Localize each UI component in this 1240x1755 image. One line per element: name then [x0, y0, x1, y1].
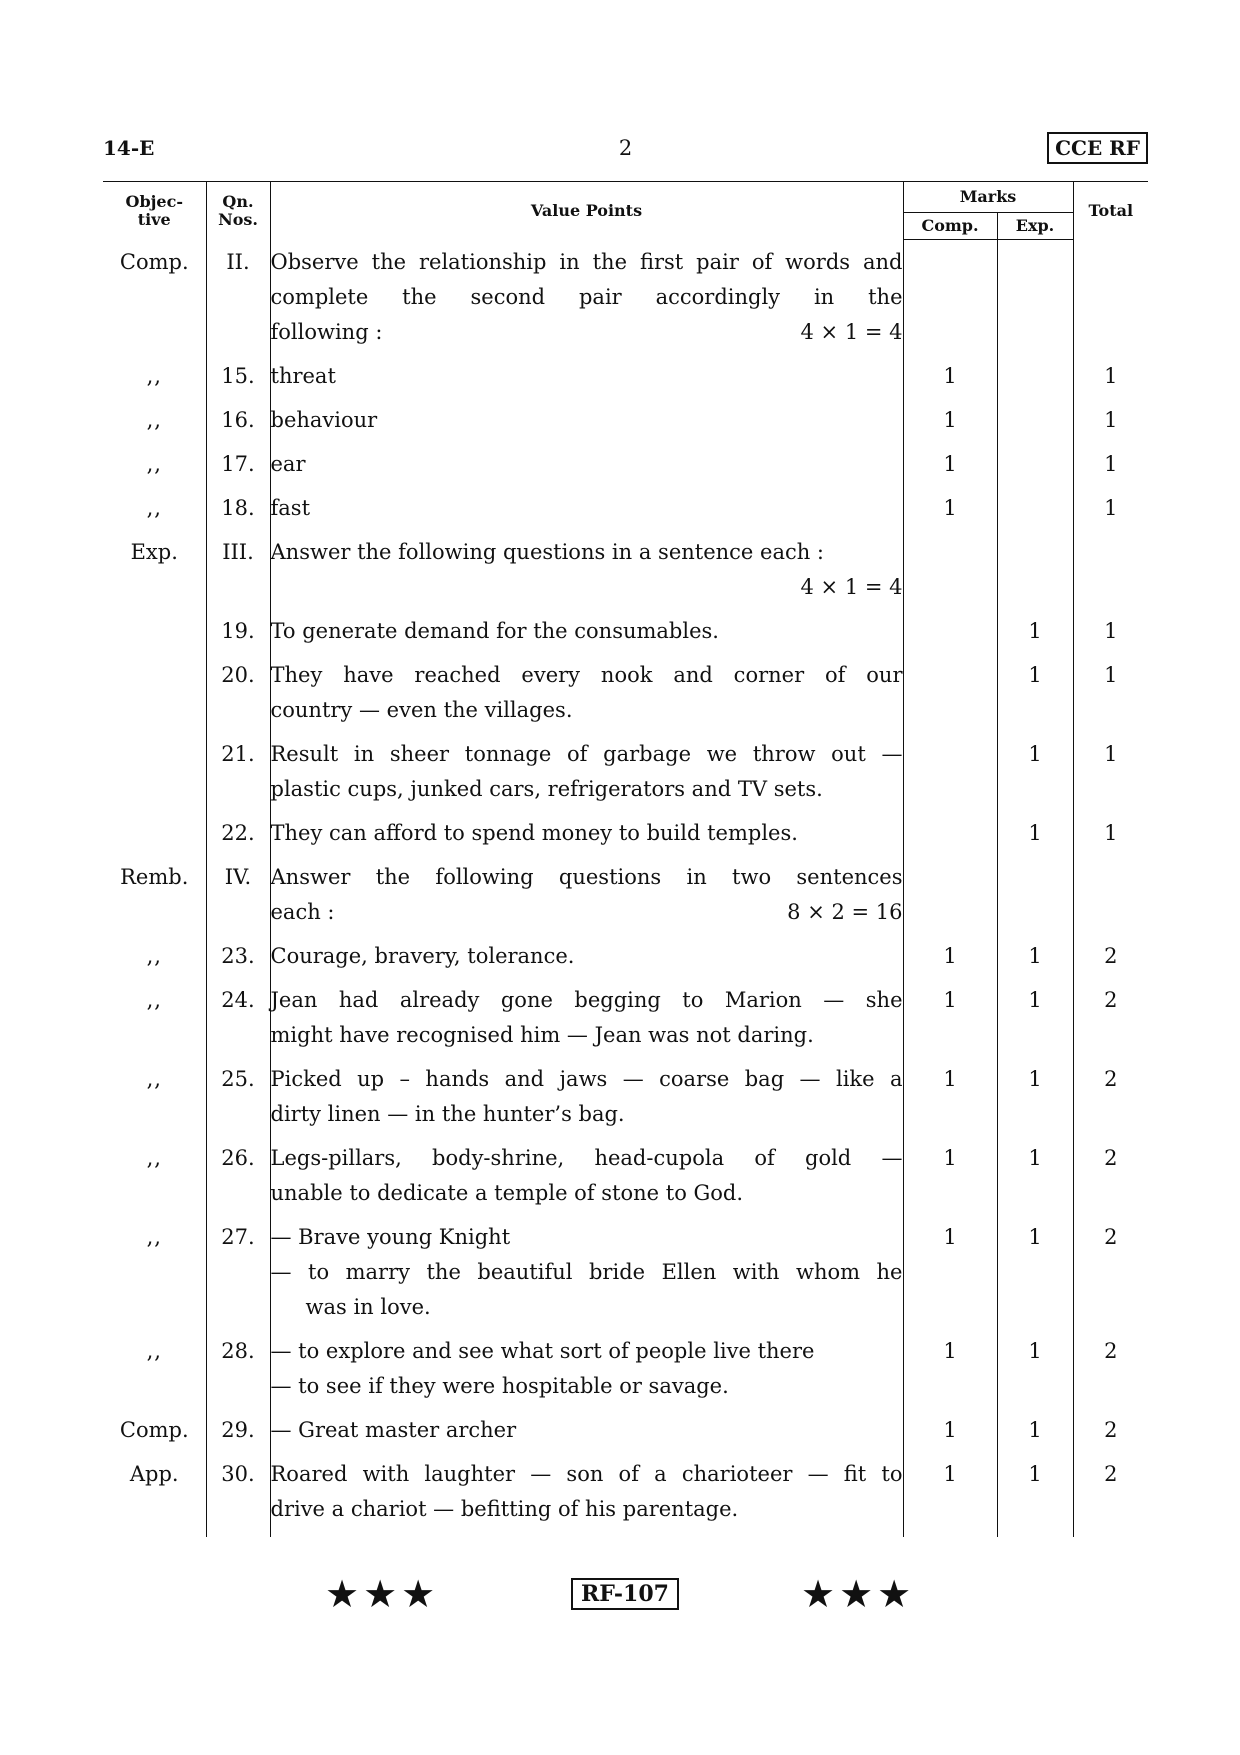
value-point-line: Jean had already gone begging to Marion — she — [270, 987, 903, 1012]
table-row — [103, 1408, 1148, 1452]
question-number: 26. — [206, 1136, 270, 1215]
comp-marks: 1 — [903, 1329, 997, 1408]
value-point-line: — Brave young Knight — [270, 1224, 511, 1249]
value-point-line: Picked up – hands and jaws — coarse bag — like a — [270, 1066, 903, 1091]
objective-cell: ,, — [146, 1224, 162, 1249]
question-number: 17. — [206, 442, 270, 486]
value-point-line: fast — [270, 495, 311, 520]
value-point-cell — [270, 609, 903, 653]
value-point-line: To generate demand for the consumables. — [270, 618, 719, 643]
question-number: 20. — [206, 653, 270, 732]
exp-marks: 1 — [997, 653, 1073, 732]
value-point-line: was in love. — [305, 1294, 431, 1319]
total-marks: 1 — [1073, 354, 1148, 398]
comp-marks: 1 — [903, 442, 997, 486]
value-point-line: Result in sheer tonnage of garbage we throw out — — [270, 741, 903, 766]
exp-marks — [997, 354, 1073, 398]
objective-cell: Exp. — [130, 539, 178, 564]
value-point-cell — [270, 1136, 903, 1215]
comp-marks — [903, 732, 997, 811]
question-number: 16. — [206, 398, 270, 442]
value-point-line: following : 4 × 1 = 4 — [271, 315, 903, 350]
exp-marks — [997, 442, 1073, 486]
header-exp: Exp. — [997, 213, 1073, 240]
objective-cell: ,, — [146, 1145, 162, 1170]
table-row — [103, 486, 1148, 530]
objective-cell: Remb. — [120, 864, 189, 889]
comp-marks: 1 — [903, 1408, 997, 1452]
exp-marks: 1 — [997, 1329, 1073, 1408]
table-row — [103, 855, 1148, 934]
objective-cell: Comp. — [119, 1417, 189, 1442]
value-point-cell — [270, 486, 903, 530]
exp-marks: 1 — [997, 609, 1073, 653]
total-marks: 1 — [1073, 442, 1148, 486]
table-row — [103, 1452, 1148, 1537]
value-point-line: country — even the villages. — [270, 697, 573, 722]
table-row — [103, 1215, 1148, 1329]
value-point-line: Observe the relationship in the first pair of words and — [270, 249, 903, 274]
comp-marks — [903, 609, 997, 653]
question-number: 27. — [206, 1215, 270, 1329]
exp-marks: 1 — [997, 1452, 1073, 1537]
table-row — [103, 811, 1148, 855]
exp-marks: 1 — [997, 811, 1073, 855]
value-point-line: — Great master archer — [270, 1417, 517, 1442]
total-marks: 1 — [1073, 811, 1148, 855]
question-number: 21. — [206, 732, 270, 811]
value-point-line: They have reached every nook and corner of our — [270, 662, 903, 687]
value-point-line: Answer the following questions in two sentences — [270, 864, 903, 889]
table-row — [103, 398, 1148, 442]
comp-marks: 1 — [903, 1136, 997, 1215]
value-point-cell — [270, 934, 903, 978]
exp-marks — [997, 398, 1073, 442]
question-number: 22. — [206, 811, 270, 855]
value-point-line: Courage, bravery, tolerance. — [270, 943, 575, 968]
total-marks: 1 — [1073, 732, 1148, 811]
objective-cell: ,, — [146, 363, 162, 388]
page-header — [103, 132, 1148, 168]
stars-right-icon: ★★★ — [801, 1572, 916, 1616]
value-point-line: plastic cups, junked cars, refrigerators and TV sets. — [270, 776, 823, 801]
value-point-cell — [270, 811, 903, 855]
total-marks: 1 — [1073, 609, 1148, 653]
total-marks: 2 — [1073, 934, 1148, 978]
value-point-line: drive a chariot — befitting of his parentage. — [270, 1496, 739, 1521]
value-point-cell — [270, 1329, 903, 1408]
table-row — [103, 1057, 1148, 1136]
value-point-cell — [270, 354, 903, 398]
exp-marks — [997, 240, 1073, 354]
table-row — [103, 530, 1148, 609]
value-point-cell — [270, 1452, 903, 1537]
table-row — [103, 653, 1148, 732]
comp-marks — [903, 811, 997, 855]
comp-marks: 1 — [903, 978, 997, 1057]
question-number: 30. — [206, 1452, 270, 1537]
header-question-numbers: Qn. Nos. — [206, 182, 270, 240]
question-number: 19. — [206, 609, 270, 653]
question-number: 23. — [206, 934, 270, 978]
question-number: IV. — [206, 855, 270, 934]
table-row — [103, 354, 1148, 398]
total-marks — [1073, 530, 1148, 609]
objective-cell — [103, 609, 206, 653]
value-point-line: each : 8 × 2 = 16 — [271, 895, 903, 930]
value-point-line: Roared with laughter — son of a charioteer — fit to — [270, 1461, 903, 1486]
value-point-cell — [270, 1057, 903, 1136]
value-point-line: — to marry the beautiful bride Ellen with whom he — [270, 1259, 903, 1284]
table-row — [103, 934, 1148, 978]
comp-marks: 1 — [903, 354, 997, 398]
comp-marks — [903, 653, 997, 732]
stars-left-icon: ★★★ — [325, 1572, 440, 1616]
comp-marks: 1 — [903, 1057, 997, 1136]
question-number: 24. — [206, 978, 270, 1057]
value-point-cell — [270, 653, 903, 732]
marks-allocation-note: 4 × 1 = 4 — [800, 574, 903, 599]
value-point-cell — [270, 442, 903, 486]
objective-cell: App. — [129, 1461, 179, 1486]
value-point-cell — [270, 732, 903, 811]
question-number: 18. — [206, 486, 270, 530]
question-number: II. — [206, 240, 270, 354]
objective-cell: ,, — [146, 943, 162, 968]
paper-code: 14-E — [103, 136, 155, 160]
objective-cell: ,, — [146, 407, 162, 432]
value-point-cell — [270, 398, 903, 442]
value-point-line: ear — [270, 451, 306, 476]
objective-cell: ,, — [146, 451, 162, 476]
exam-code-box: CCE RF — [1047, 132, 1148, 164]
question-number: III. — [206, 530, 270, 609]
question-number: 15. — [206, 354, 270, 398]
value-point-cell — [270, 855, 903, 934]
total-marks — [1073, 855, 1148, 934]
value-point-line: They can afford to spend money to build temples. — [270, 820, 798, 845]
table-row — [103, 442, 1148, 486]
exp-marks: 1 — [997, 1408, 1073, 1452]
objective-cell — [103, 653, 206, 732]
value-point-line: complete the second pair accordingly in the — [270, 284, 903, 309]
marks-allocation-note: 8 × 2 = 16 — [787, 899, 903, 924]
comp-marks — [903, 530, 997, 609]
value-point-cell — [270, 978, 903, 1057]
exp-marks — [997, 530, 1073, 609]
footer-code-box: RF-107 — [571, 1578, 679, 1610]
header-marks: Marks — [903, 182, 1073, 213]
table-row — [103, 240, 1148, 354]
objective-cell — [103, 732, 206, 811]
total-marks: 2 — [1073, 1408, 1148, 1452]
total-marks — [1073, 240, 1148, 354]
header-objective: Objec- tive — [103, 182, 206, 240]
objective-cell: ,, — [146, 495, 162, 520]
header-value-points: Value Points — [270, 182, 903, 240]
table-row — [103, 978, 1148, 1057]
total-marks: 2 — [1073, 1057, 1148, 1136]
comp-marks: 1 — [903, 398, 997, 442]
comp-marks: 1 — [903, 1452, 997, 1537]
comp-marks: 1 — [903, 486, 997, 530]
marks-allocation-note: 4 × 1 = 4 — [800, 319, 903, 344]
header-total: Total — [1073, 182, 1148, 240]
marking-scheme-table — [103, 181, 1148, 1537]
exp-marks: 1 — [997, 934, 1073, 978]
value-point-line: behaviour — [270, 407, 378, 432]
value-point-line: — to see if they were hospitable or savage. — [270, 1373, 729, 1398]
exp-marks: 1 — [997, 978, 1073, 1057]
value-point-line: Answer the following questions in a sentence each : — [270, 539, 825, 564]
total-marks: 2 — [1073, 1452, 1148, 1537]
value-point-cell — [270, 1215, 903, 1329]
comp-marks — [903, 240, 997, 354]
objective-cell: ,, — [146, 987, 162, 1012]
total-marks: 2 — [1073, 1329, 1148, 1408]
table-row — [103, 1136, 1148, 1215]
comp-marks: 1 — [903, 934, 997, 978]
page-number: 2 — [618, 136, 633, 160]
table-row — [103, 609, 1148, 653]
objective-cell: Comp. — [119, 249, 189, 274]
value-point-cell — [270, 530, 903, 609]
exp-marks — [997, 855, 1073, 934]
exp-marks — [997, 486, 1073, 530]
header-comp: Comp. — [903, 213, 997, 240]
page-footer — [103, 1572, 1148, 1622]
exp-marks: 1 — [997, 1057, 1073, 1136]
total-marks: 2 — [1073, 978, 1148, 1057]
value-point-line: might have recognised him — Jean was not daring. — [270, 1022, 814, 1047]
objective-cell: ,, — [146, 1338, 162, 1363]
exp-marks: 1 — [997, 732, 1073, 811]
objective-cell — [103, 811, 206, 855]
table-row — [103, 732, 1148, 811]
total-marks: 2 — [1073, 1215, 1148, 1329]
total-marks: 2 — [1073, 1136, 1148, 1215]
objective-cell: ,, — [146, 1066, 162, 1091]
value-point-line: — to explore and see what sort of people live there — [270, 1338, 815, 1363]
value-point-cell — [270, 240, 903, 354]
total-marks: 1 — [1073, 486, 1148, 530]
question-number: 29. — [206, 1408, 270, 1452]
comp-marks: 1 — [903, 1215, 997, 1329]
table-body — [103, 240, 1148, 1537]
total-marks: 1 — [1073, 653, 1148, 732]
question-number: 28. — [206, 1329, 270, 1408]
exp-marks: 1 — [997, 1215, 1073, 1329]
exp-marks: 1 — [997, 1136, 1073, 1215]
value-point-line: unable to dedicate a temple of stone to God. — [270, 1180, 744, 1205]
value-point-line: Legs-pillars, body-shrine, head-cupola of gold — — [270, 1145, 903, 1170]
total-marks: 1 — [1073, 398, 1148, 442]
table-row — [103, 1329, 1148, 1408]
value-point-line: dirty linen — in the hunter’s bag. — [270, 1101, 625, 1126]
comp-marks — [903, 855, 997, 934]
question-number: 25. — [206, 1057, 270, 1136]
value-point-cell — [270, 1408, 903, 1452]
value-point-line: threat — [270, 363, 336, 388]
